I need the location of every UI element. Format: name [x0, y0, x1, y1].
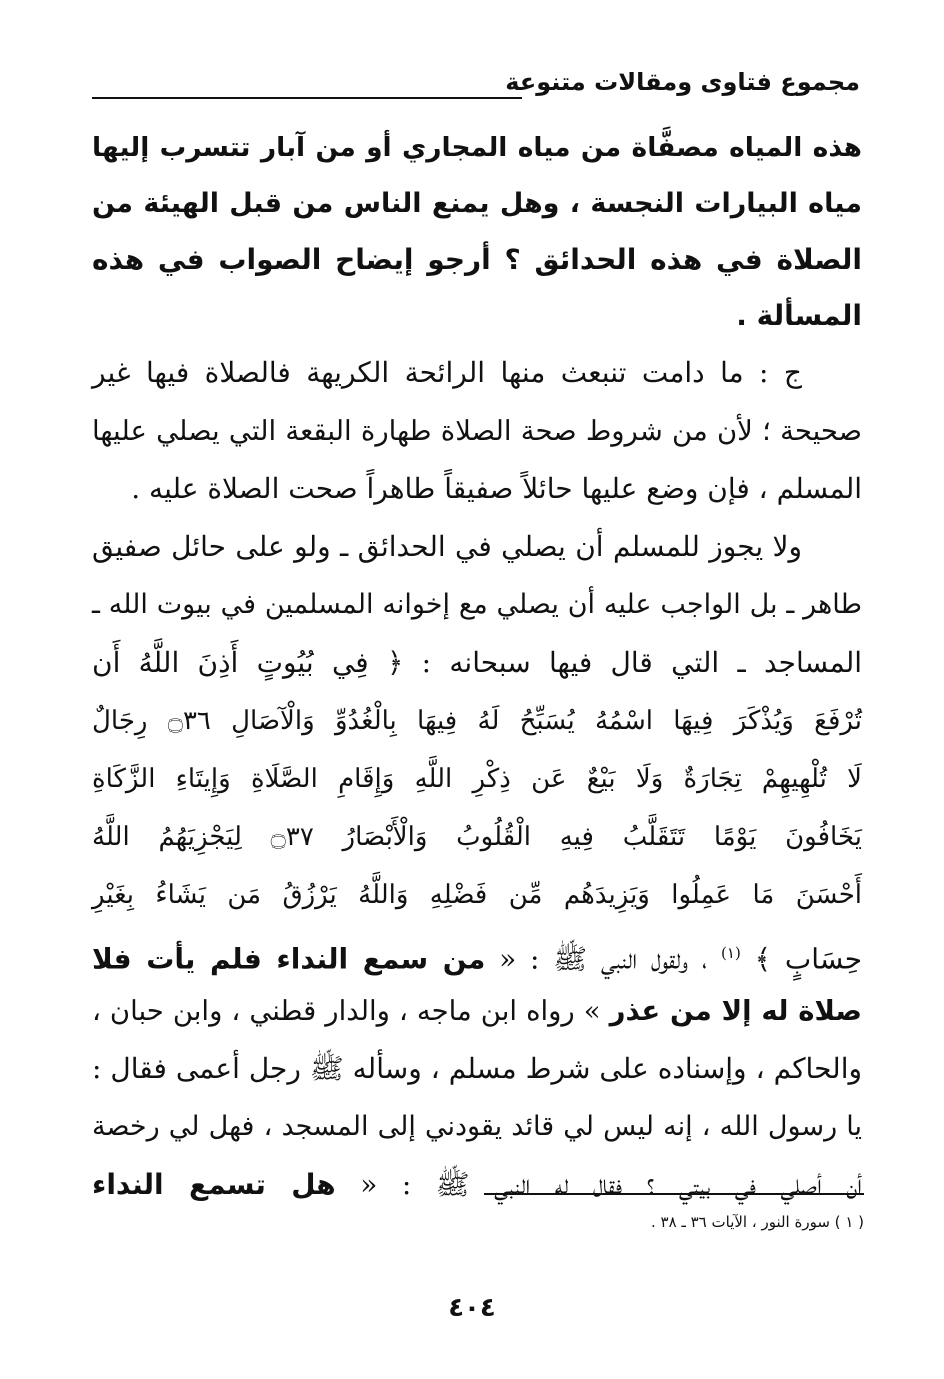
question-line-3: الصلاة في هذه الحدائق ؟ أرجو إيضاح الصواب في هذه [92, 243, 862, 276]
page-number: ٤٠٤ [448, 1293, 496, 1323]
quran-ending: حِسَابٍ ﴾ [740, 942, 863, 976]
answer-line-3: المسلم ، فإن وضع عليها حائلاً صفيقاً طاهراً صحت الصلاة عليه . [131, 472, 862, 505]
quran-line-1: تُرْفَعَ وَيُذْكَرَ فِيهَا اسْمُهُ يُسَبِّحُ لَهُ فِيهَا بِالْغُدُوِّ وَالْآصَالِ ۝٣٦ رِجَالٌ [92, 706, 862, 736]
quran-line-3: يَخَافُونَ يَوْمًا تَتَقَلَّبُ فِيهِ الْقُلُوبُ وَالْأَبْصَارُ ۝٣٧ لِيَجْزِيَهُمُ اللَّهُ [92, 822, 862, 852]
footnote-marker: (١) [721, 944, 741, 962]
header-rule [92, 97, 522, 99]
footnote: ( ١ ) سورة النور ، الآيات ٣٦ ـ ٣٨ . [651, 1213, 864, 1231]
paragraph-line-5: يا رسول الله ، إنه ليس لي قائد يقودني إلى المسجد ، فهل لي رخصة [92, 1111, 862, 1142]
hadith-line-2 [92, 982, 862, 1040]
paragraph-line-6 [92, 1156, 862, 1214]
question-to-prophet: أن أصلي في بيتي ؟ فقال له النبي ﷺ : « [335, 1168, 862, 1201]
paragraph-line-1: ولا يجوز للمسلم أن يصلي في الحدائق ـ ولو على حائل صفيق [92, 530, 802, 563]
paragraph-line-4: والحاكم ، وإسناده على شرط مسلم ، وسأله ﷺ رجل أعمى فقال : [92, 1052, 862, 1085]
body-text [92, 120, 862, 1214]
hadith-intro: ، ولقول النبي ﷺ : « [485, 942, 722, 976]
hadith-source: » رواه ابن ماجه ، والدار قطني ، وابن حبان ، [92, 995, 610, 1027]
quran-line-4: أَحْسَنَ مَا عَمِلُوا وَيَزِيدَهُم مِّن فَضْلِهِ وَاللَّهُ يَرْزُقُ مَن يَشَاءُ بِغَيْرِ [92, 880, 862, 910]
footnote-rule [484, 1193, 864, 1195]
question-line-1: هذه المياه مصفَّاة من مياه المجاري أو من آبار تتسرب إليها [92, 132, 862, 163]
answer-line-2: صحيحة ؛ لأن من شروط صحة الصلاة طهارة البقعة التي يصلي عليها [92, 415, 862, 447]
question-line-2: مياه البيارات النجسة ، وهل يمنع الناس من قبل الهيئة من [92, 188, 862, 219]
prophet-reply: هل تسمع النداء [92, 1168, 336, 1201]
answer-line-1: ج : ما دامت تنبعث منها الرائحة الكريهة فالصلاة فيها غير [92, 356, 802, 389]
paragraph-line-2: طاهر ـ بل الواجب عليه أن يصلي مع إخوانه المسلمين في بيوت الله ـ [92, 589, 862, 620]
running-title: مجموع فتاوى ومقالات متنوعة [505, 68, 860, 96]
paragraph-line-3: المساجد ـ التي قال فيها سبحانه : ﴿ فِي بُيُوتٍ أَذِنَ اللَّهُ أَن [92, 646, 862, 679]
quran-line-2: لَا تُلْهِيهِمْ تِجَارَةٌ وَلَا بَيْعٌ عَن ذِكْرِ اللَّهِ وَإِقَامِ الصَّلَاةِ وَإِيتَاءِ الزَّكَاةِ [92, 764, 862, 794]
hadith-text: من سمع النداء فلم يأت فلا [92, 942, 486, 976]
question-line-4: المسألة . [736, 299, 862, 332]
hadith-line-1 [92, 924, 862, 982]
hadith-text-cont: صلاة له إلا من عذر [609, 995, 862, 1027]
